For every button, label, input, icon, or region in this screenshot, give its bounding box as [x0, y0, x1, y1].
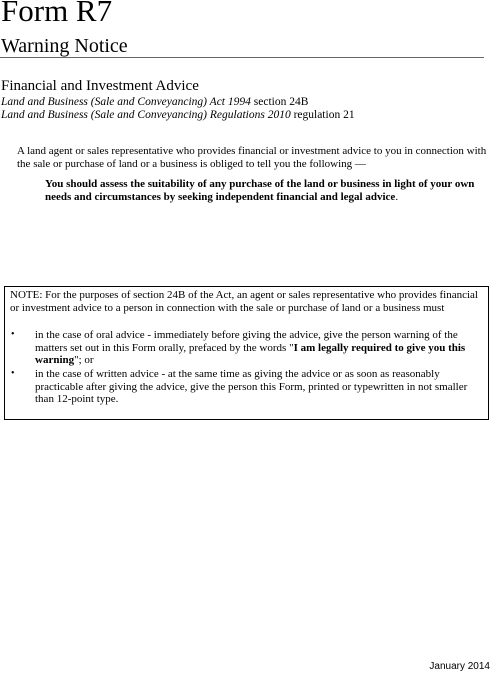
bullet-text-before: in the case of oral advice - immediately before giving the advice, give the person warning of the matters set out in this Form orally, prefaced by the words " [35, 329, 458, 354]
act-section: section 24B [250, 96, 309, 108]
act-title: Land and Business (Sale and Conveyancing) Act 1994 [1, 96, 251, 108]
bullet-text [35, 368, 487, 406]
intro-paragraph: A land agent or sales representative who provides financial or investment advice to you in connection with the sale or purchase of land or a business is obliged to tell you the following — [17, 145, 487, 170]
regulations-title: Land and Business (Sale and Conveyancing) Regulations 2010 [1, 109, 291, 121]
bullet-marker: • [11, 368, 15, 379]
warning-text: You should assess the suitability of any purchase of the land or business in light of your own needs and circumstances by seeking independent financial and legal advice [45, 178, 475, 203]
form-title: Form R7 [1, 0, 113, 28]
warning-end: . [395, 191, 399, 203]
bullet-text-bold: I am legally required to give you this warning [35, 341, 466, 366]
legislation-reference-regulations [1, 109, 355, 122]
bullet-text-before: in the case of written advice - at the same time as giving the advice or as soon as reasonably practicable after giving the advice, give the person this Form, printed or typewritten in not smaller than 12-point type. [35, 368, 468, 405]
bullet-marker: • [11, 329, 15, 340]
warning-statement [45, 178, 485, 204]
header-divider [0, 57, 484, 58]
footer-date: January 2014 [429, 661, 490, 672]
section-heading: Financial and Investment Advice [1, 78, 199, 94]
note-box [4, 286, 489, 420]
bullet-text [35, 329, 487, 367]
legislation-reference-act [1, 96, 308, 109]
regulations-number: regulation 21 [290, 109, 355, 121]
form-subtitle: Warning Notice [1, 35, 128, 57]
note-intro: NOTE: For the purposes of section 24B of the Act, an agent or sales representative who provides financial or investment advice to a person in connection with the sale or purchase of land or a business must [10, 289, 478, 314]
bullet-text-after: "; or [74, 354, 94, 366]
